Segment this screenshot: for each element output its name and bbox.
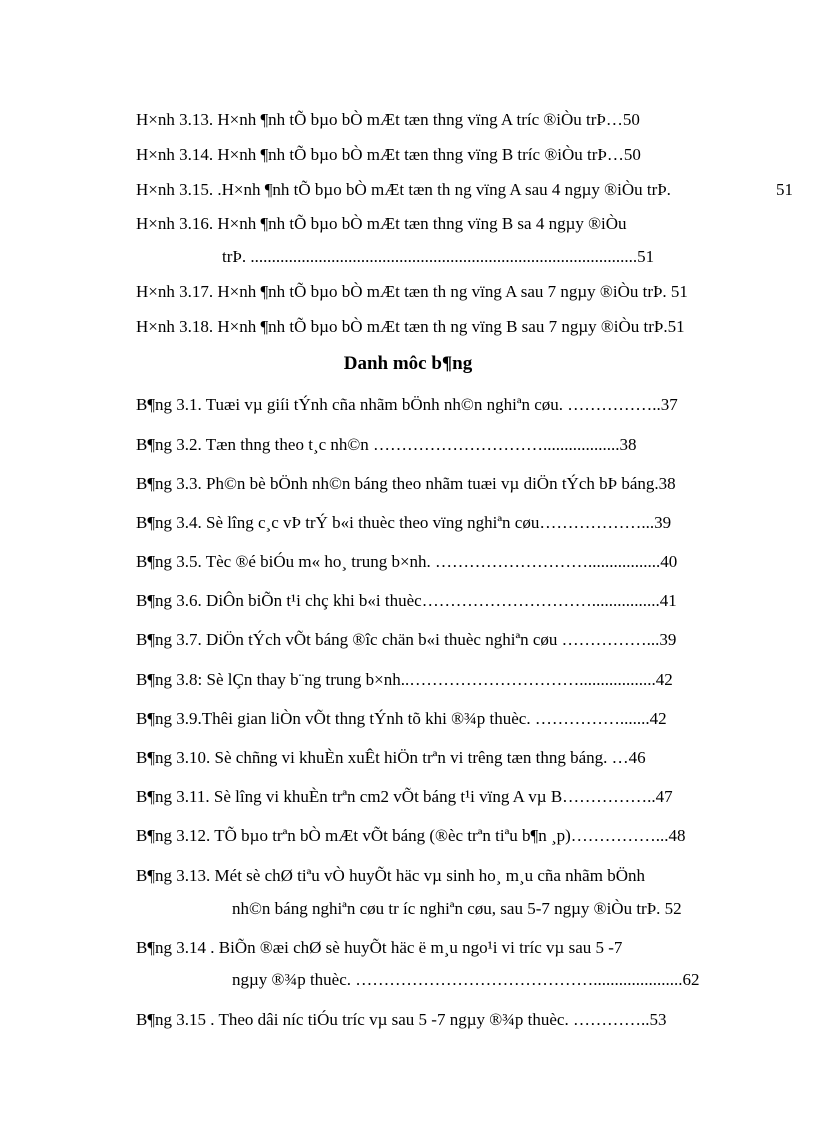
table-entry-3-8: B¶ng 3.8: Sè lÇn thay b¨ng trung b×nh..…………………………..................42 [136,670,673,689]
figure-entry-3-13: H×nh 3.13. H×nh ¶nh tÕ bµo bÒ mÆt tæn thng vïng A tríc ®iÒu trÞ…50 [136,110,640,129]
table-entry-3-7: B¶ng 3.7. DiÖn tÝch vÕt báng ®îc chän b«i thuèc nghiªn cøu ……………...39 [136,630,677,649]
figure-entry-3-18: H×nh 3.18. H×nh ¶nh tÕ bµo bÒ mÆt tæn th ng vïng B sau 7 ngµy ®iÒu trÞ.51 [136,317,685,336]
figure-entry-3-16: H×nh 3.16. H×nh ¶nh tÕ bµo bÒ mÆt tæn thng vïng B sa 4 ngµy ®iÒu [136,214,627,233]
figure-entry-3-15-page: 51 [776,180,793,199]
table-entry-3-5: B¶ng 3.5. Tèc ®é biÓu m« ho¸ trung b×nh. ……………………….................40 [136,552,678,571]
figure-entry-3-14: H×nh 3.14. H×nh ¶nh tÕ bµo bÒ mÆt tæn thng vïng B tríc ®iÒu trÞ…50 [136,145,641,164]
table-entry-3-13: B¶ng 3.13. Mét sè chØ tiªu vÒ huyÕt häc vµ sinh ho¸ m¸u cña nhãm bÖnh [136,866,645,885]
table-entry-3-15: B¶ng 3.15 . Theo dâi níc tiÓu tríc vµ sau 5 -7 ngµy ®¾p thuèc. …………..53 [136,1010,667,1029]
table-entry-3-13-cont: nh©n báng nghiªn cøu tr íc nghiªn cøu, sau 5-7 ngµy ®iÒu trÞ. 52 [232,899,682,918]
table-entry-3-2: B¶ng 3.2. Tæn thng theo t¸c nh©n …………………………..................38 [136,435,637,454]
table-entry-3-12: B¶ng 3.12. TÕ bµo trªn bÒ mÆt vÕt báng (®èc trªn tiªu b¶n ¸p)……………...48 [136,826,686,845]
table-entry-3-11: B¶ng 3.11. Sè lîng vi khuÈn trªn cm2 vÕt báng t¹i vïng A vµ B……………..47 [136,787,673,806]
table-entry-3-10: B¶ng 3.10. Sè chñng vi khuÈn xuÊt hiÖn trªn vi trêng tæn thng báng. …46 [136,748,646,767]
tables-heading: Danh môc b¶ng [343,353,473,374]
table-entry-3-14-cont: ngµy ®¾p thuèc. …………………………………….....................62 [232,970,700,989]
table-entry-3-3: B¶ng 3.3. Ph©n bè bÖnh nh©n báng theo nhãm tuæi vµ diÖn tÝch bÞ báng.38 [136,474,676,493]
table-entry-3-6: B¶ng 3.6. DiÔn biÕn t¹i chç khi b«i thuèc…………………………................41 [136,591,677,610]
table-entry-3-1: B¶ng 3.1. Tuæi vµ giíi tÝnh cña nhãm bÖnh nh©n nghiªn cøu. ……………..37 [136,395,678,414]
figure-entry-3-16-cont: trÞ. ...........................................................................................51 [222,247,655,266]
table-entry-3-9: B¶ng 3.9.Thêi gian liÒn vÕt thng tÝnh tõ khi ®¾p thuèc. …………….......42 [136,709,667,728]
figure-entry-3-17: H×nh 3.17. H×nh ¶nh tÕ bµo bÒ mÆt tæn th ng vïng A sau 7 ngµy ®iÒu trÞ. 51 [136,282,688,301]
table-entry-3-14: B¶ng 3.14 . BiÕn ®æi chØ sè huyÕt häc ë m¸u ngo¹i vi tríc vµ sau 5 -7 [136,938,623,957]
figure-entry-3-15: H×nh 3.15. .H×nh ¶nh tÕ bµo bÒ mÆt tæn th ng vïng A sau 4 ngµy ®iÒu trÞ. [136,180,671,199]
table-entry-3-4: B¶ng 3.4. Sè lîng c¸c vÞ trÝ b«i thuèc theo vïng nghiªn cøu………………...39 [136,513,672,532]
